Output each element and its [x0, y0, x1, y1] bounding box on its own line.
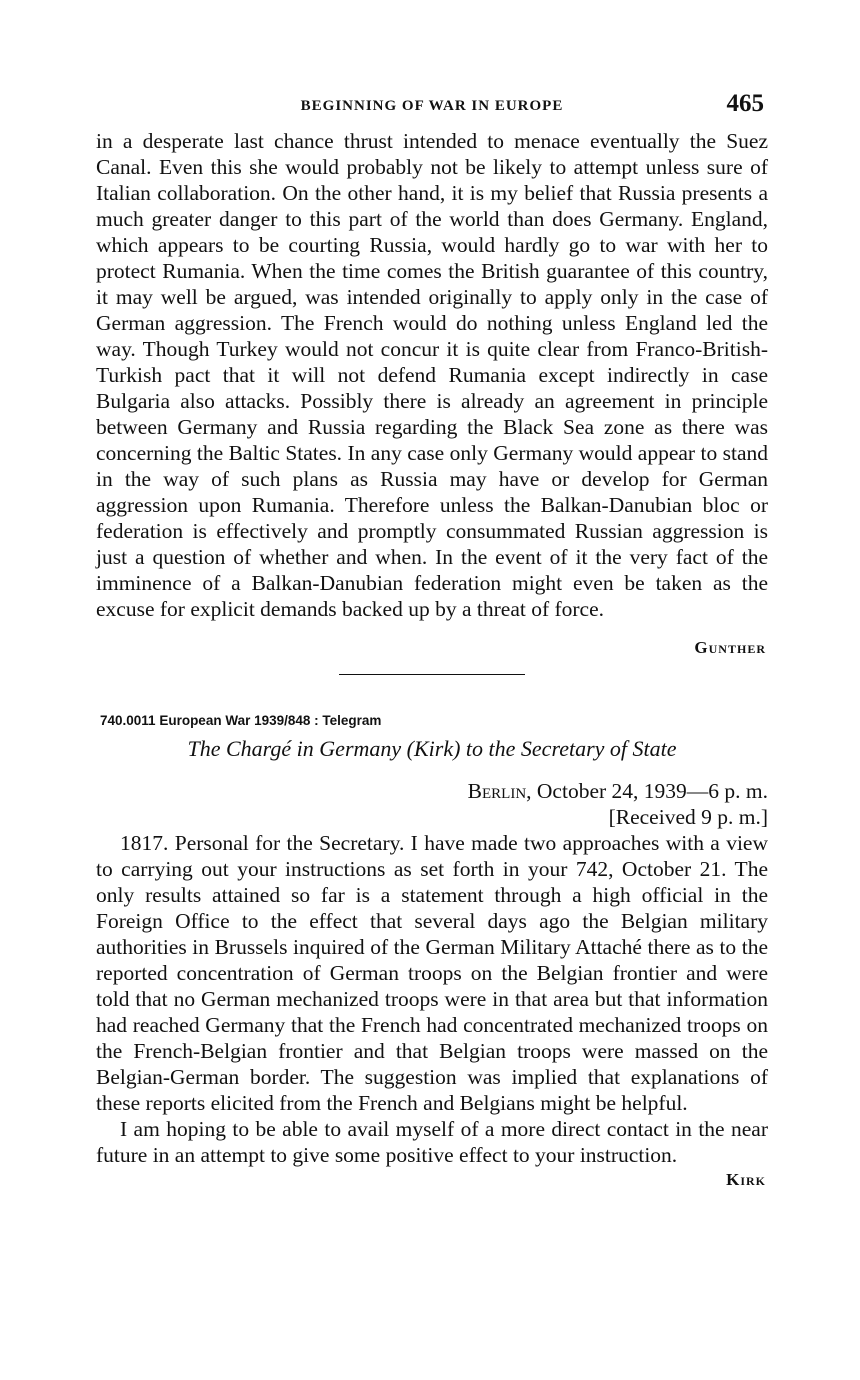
section-divider [339, 674, 525, 675]
dateline-date: , October 24, 1939—6 p. m. [526, 779, 768, 803]
telegram-paragraph-2: I am hoping to be able to avail myself of a more direct contact in the near future in an attempt to give some positive effect to your instruction. [96, 1117, 768, 1167]
telegram-paragraph-1: 1817. Personal for the Secretary. I have made two approaches with a view to carrying out your instructions as set forth in your 742, October 21. The only results attained so far is a statement through a high official in the Foreign Office to the effect that several days ago the Belgian military authorities in Brussels inquired of the German Military Attaché there as to the reported concentration of German troops on the Belgian frontier and were told that no German mechanized troops were in that area but that information had reached Germany that the French had concentrated mechanized troops on the French-Belgian frontier and that Belgian troops were massed on the Belgian-German border. The suggestion was implied that explanations of these reports elicited from the French and Belgians might be helpful. [96, 831, 768, 1115]
page-number: 465 [726, 90, 764, 117]
file-reference: 740.0011 European War 1939/848 : Telegram [100, 713, 382, 728]
document-title: The Chargé in Germany (Kirk) to the Secretary of State [187, 736, 677, 761]
running-title: BEGINNING OF WAR IN EUROPE [300, 98, 564, 114]
continuation-paragraph: in a desperate last chance thrust intended to menace eventually the Suez Canal. Even this she would probably not be likely to attempt unless sure of Italian collaboration. On the other hand, it is my belief that Russia presents a much greater danger to this part of the world than does Germany. England, which appears to be courting Russia, would hardly go to war with her to protect Rumania. When the time comes the British guarantee of this country, it may well be argued, was intended originally to apply only in the case of German aggression. The French would do nothing unless England led the way. Though Turkey would not concur it is quite clear from Franco-British-Turkish pact that it will not defend Rumania except indirectly in case Bulgaria also attacks. Possibly there is already an agreement in principle between Germany and Russia regarding the Black Sea zone as there was concerning the Baltic States. In any case only Germany would appear to stand in the way of such plans as Russia may have or develop for German aggression upon Rumania. Therefore unless the Balkan-Danubian bloc or federation is effectively and promptly consummated Russian aggression is just a question of whether and when. In the event of it the very fact of the imminence of a Balkan-Danubian federation might even be taken as the excuse for explicit demands backed up by a threat of force. [96, 129, 768, 621]
dateline [96, 778, 768, 804]
dateline-place: Berlin [467, 779, 527, 803]
signature-kirk: Kirk [726, 1170, 766, 1189]
signature-gunther: Gunther [694, 638, 766, 657]
received-time: [Received 9 p. m.] [608, 805, 768, 829]
document-page [96, 88, 768, 1190]
running-header [96, 88, 768, 128]
